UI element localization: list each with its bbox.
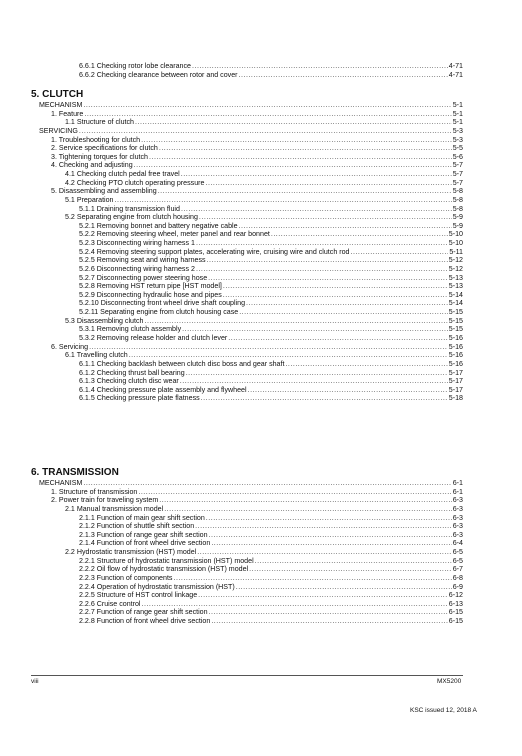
toc-entry-page: 5-16 — [448, 359, 463, 368]
toc-entry-page: 5-17 — [448, 377, 463, 386]
toc-entry-page: 6-13 — [448, 599, 463, 608]
toc-entry-page: 6-8 — [452, 573, 463, 582]
toc-entry-page: 6-1 — [452, 487, 463, 496]
dot-leader — [255, 557, 452, 566]
toc-entry[interactable] — [79, 394, 463, 403]
toc-entry-label: 5.2.5 Removing seat and wiring harness — [79, 256, 206, 265]
toc-entry-label: 5.1 Preparation — [65, 195, 114, 204]
toc-entry-page: 5-8 — [452, 204, 463, 213]
toc-entry[interactable] — [65, 505, 463, 514]
toc-entry-label: 3. Tightening torques for clutch — [51, 152, 149, 161]
toc-entry-label: 2.2.4 Operation of hydrostatic transmission (HST) — [79, 582, 235, 591]
toc-entry-label: 2.1.4 Function of front wheel drive section — [79, 539, 211, 548]
toc-entry-label: 2.1 Manual transmission model — [65, 504, 164, 513]
toc-entry[interactable] — [79, 205, 463, 214]
toc-entry-label: 6.6.2 Checking clearance between rotor and cover — [79, 70, 238, 79]
toc-entry-label: 5.3 Disassembling clutch — [65, 316, 144, 325]
toc-entry-label: 5.2 Separating engine from clutch housing — [65, 213, 198, 222]
toc-entry-label: 4.2 Checking PTO clutch operating pressure — [65, 178, 205, 187]
toc-entry-page: 5-15 — [448, 316, 463, 325]
section-heading: 6. TRANSMISSION — [31, 467, 119, 478]
toc-entry[interactable] — [79, 369, 463, 378]
toc-entry[interactable] — [79, 531, 463, 540]
toc-entry-page: 5-8 — [452, 195, 463, 204]
toc-entry-page: 6-15 — [448, 617, 463, 626]
toc-entry[interactable] — [79, 71, 463, 80]
dot-leader — [271, 230, 448, 239]
toc-entry-label: 5.3.1 Removing clutch assembly — [79, 325, 182, 334]
toc-entry-label: 1.1 Structure of clutch — [65, 118, 135, 127]
dot-leader — [149, 153, 452, 162]
toc-entry-page: 6-15 — [448, 608, 463, 617]
toc-entry-page: 6-3 — [452, 504, 463, 513]
toc-entry-label: 2. Power train for traveling system — [51, 496, 159, 505]
toc-entry-label: 5.2.3 Disconnecting wiring harness 1 — [79, 239, 195, 248]
toc-entry-label: 2.1.2 Function of shuttle shift section — [79, 522, 195, 531]
toc-entry-label: 5.1.1 Draining transmission fluid — [79, 204, 180, 213]
toc-entry-page: 5-15 — [448, 308, 463, 317]
toc-entry-label: 5. Disassembling and assembling — [51, 187, 157, 196]
toc-entry-page: 5-13 — [448, 282, 463, 291]
toc-entry-label: 5.2.8 Removing HST return pipe [HST model] — [79, 282, 222, 291]
toc-entry-page: 6-3 — [452, 496, 463, 505]
toc-entry-label: 5.2.1 Removing bonnet and battery negative cable — [79, 221, 238, 230]
toc-entry-label: 2.2.7 Function of range gear shift section — [79, 608, 208, 617]
toc-entry-page: 5-9 — [452, 221, 463, 230]
toc-entry-label: 1. Troubleshooting for clutch — [51, 135, 141, 144]
toc-entry-label: 6.6.1 Checking rotor lobe clearance — [79, 62, 191, 70]
toc-entry-label: 5.2.10 Disconnecting front wheel drive shaft coupling — [79, 299, 246, 308]
toc-entry-page: 5-15 — [448, 325, 463, 334]
toc-entry-page: 5-7 — [452, 161, 463, 170]
toc-entry-label: 5.2.9 Disconnecting hydraulic hose and pipes — [79, 290, 222, 299]
toc-entry[interactable] — [51, 343, 463, 352]
toc-entry-page: 5-3 — [452, 135, 463, 144]
toc-entry-label: MECHANISM — [39, 101, 83, 109]
toc-entry-label: 5.3.2 Removing release holder and clutch lever — [79, 334, 228, 342]
dot-leader — [207, 256, 448, 265]
toc-entry-label: 5.2.7 Disconnecting power steering hose — [79, 273, 208, 282]
toc-entry[interactable] — [79, 308, 463, 317]
footer-model: MX5200 — [437, 678, 462, 685]
toc-entry-page: 5-14 — [448, 299, 463, 308]
toc-entry-label: 6.1.1 Checking backlash between clutch disc boss and gear shaft — [79, 359, 285, 368]
dot-leader — [79, 127, 452, 136]
dot-leader — [205, 179, 451, 188]
toc-entry[interactable] — [51, 153, 463, 162]
footer-page-number: viii — [31, 678, 39, 685]
toc-entry-label: 5.2.6 Disconnecting wiring harness 2 — [79, 264, 195, 273]
toc-entry-page: 5-1 — [452, 118, 463, 127]
toc-entry-page: 5-12 — [448, 264, 463, 273]
footer-issue: KSC issued 12, 2018 A — [410, 707, 477, 714]
toc-entry-page: 4-71 — [448, 70, 463, 79]
toc-entry-label: 1. Structure of transmission — [51, 487, 138, 496]
toc-entry-label: 2.2.8 Function of front wheel drive section — [79, 617, 211, 626]
toc-entry-page: 5-8 — [452, 187, 463, 196]
toc-entry-label: 6.1 Travelling clutch — [65, 351, 128, 360]
toc-entry-label: 2. Service specifications for clutch — [51, 144, 158, 153]
dot-leader — [209, 531, 452, 540]
dot-leader — [186, 369, 448, 378]
toc-entry-page: 5-11 — [449, 247, 463, 256]
dot-leader — [209, 608, 448, 617]
toc-entry-page: 6-3 — [452, 522, 463, 531]
toc-entry-page: 5-9 — [452, 213, 463, 222]
toc-entry-page: 5-13 — [448, 273, 463, 282]
toc-entry-page: 6-1 — [452, 479, 463, 487]
dot-leader — [239, 71, 448, 80]
toc-entry-label: MECHANISM — [39, 479, 83, 487]
toc-entry-page: 5-6 — [452, 152, 463, 161]
toc-entry-page: 6-4 — [452, 539, 463, 548]
toc-entry-label: 5.2.2 Removing steering wheel, meter panel and rear bonnet — [79, 230, 270, 239]
toc-entry-page: 6-9 — [452, 582, 463, 591]
toc-entry-page: 4-71 — [448, 62, 463, 70]
toc-entry-page: 5-10 — [448, 230, 463, 239]
dot-leader — [236, 583, 452, 592]
toc-entry-label: 5.2.11 Separating engine from clutch housing case — [79, 308, 239, 317]
toc-entry-page: 5-12 — [448, 256, 463, 265]
toc-entry-page: 6-3 — [452, 513, 463, 522]
toc-entry[interactable] — [79, 583, 463, 592]
toc-entry-label: 2.2.5 Structure of HST control linkage — [79, 591, 198, 600]
dot-leader — [164, 505, 452, 514]
toc-entry-page: 5-14 — [448, 290, 463, 299]
toc-entry-page: 5-3 — [452, 126, 463, 135]
toc-entry[interactable] — [39, 127, 463, 136]
toc-entry[interactable] — [79, 282, 463, 291]
toc-entry[interactable] — [79, 608, 463, 617]
toc-entry[interactable] — [79, 617, 463, 626]
toc-entry-page: 5-1 — [452, 101, 463, 109]
toc-entry-page: 5-17 — [448, 368, 463, 377]
toc-entry-label: 4. Checking and adjusting — [51, 161, 133, 170]
toc-entry[interactable] — [79, 230, 463, 239]
toc-entry-label: 6.1.4 Checking pressure plate assembly and flywheel — [79, 385, 247, 394]
footer-rule — [31, 675, 463, 676]
toc-entry-label: 5.2.4 Removing steering support plates, accelerating wire, cruising wire and clutch rod — [79, 247, 350, 256]
dot-leader — [211, 617, 447, 626]
toc-entry-label: 2.1.1 Function of main gear shift section — [79, 513, 205, 522]
toc-entry-label: 2.2.1 Structure of hydrostatic transmission (HST) model — [79, 556, 254, 565]
dot-leader — [89, 343, 448, 352]
toc-entry-label: SERVICING — [39, 126, 78, 135]
toc-entry-label: 1. Feature — [51, 109, 84, 118]
toc-entry-page: 5-10 — [448, 239, 463, 248]
toc-entry-label: 6.1.2 Checking thrust ball bearing — [79, 368, 185, 377]
toc-entry-label: 6.1.5 Checking pressure plate flatness — [79, 394, 200, 403]
toc-entry-page: 5-7 — [452, 170, 463, 179]
toc-entry-label: 6.1.3 Checking clutch disc wear — [79, 377, 179, 386]
toc-entry-label: 2.2.6 Cruise control — [79, 599, 141, 608]
toc-entry-page: 5-16 — [448, 342, 463, 351]
toc-entry-page: 6-7 — [452, 565, 463, 574]
dot-leader — [223, 282, 448, 291]
toc-entry-page: 5-16 — [448, 334, 463, 342]
section-heading: 5. CLUTCH — [31, 89, 84, 100]
toc-entry-label: 4.1 Checking clutch pedal free travel — [65, 170, 180, 179]
toc-entry-page: 5-5 — [452, 144, 463, 153]
toc-entry-page: 5-17 — [448, 385, 463, 394]
toc-entry[interactable] — [79, 557, 463, 566]
toc-entry-label: 2.2 Hydrostatic transmission (HST) model — [65, 548, 197, 557]
toc-entry-page: 6-5 — [452, 548, 463, 557]
toc-entry-page: 6-3 — [452, 530, 463, 539]
dot-leader — [181, 205, 452, 214]
toc-entry-page: 6-12 — [448, 591, 463, 600]
toc-entry-page: 5-16 — [448, 351, 463, 360]
dot-leader — [201, 394, 448, 403]
toc-entry-page: 5-1 — [452, 109, 463, 118]
toc-entry-label: 2.2.2 Oil flow of hydrostatic transmission (HST) model — [79, 565, 249, 574]
toc-entry-page: 5-18 — [448, 394, 463, 403]
toc-entry[interactable] — [65, 179, 463, 188]
toc-entry[interactable] — [79, 256, 463, 265]
toc-entry-page: 5-7 — [452, 178, 463, 187]
toc-entry-page: 6-5 — [452, 556, 463, 565]
toc-entry-label: 2.2.3 Function of components — [79, 573, 173, 582]
toc-entry-label: 2.1.3 Function of range gear shift section — [79, 530, 208, 539]
toc-entry-label: 6. Servicing — [51, 342, 89, 351]
dot-leader — [239, 308, 448, 317]
